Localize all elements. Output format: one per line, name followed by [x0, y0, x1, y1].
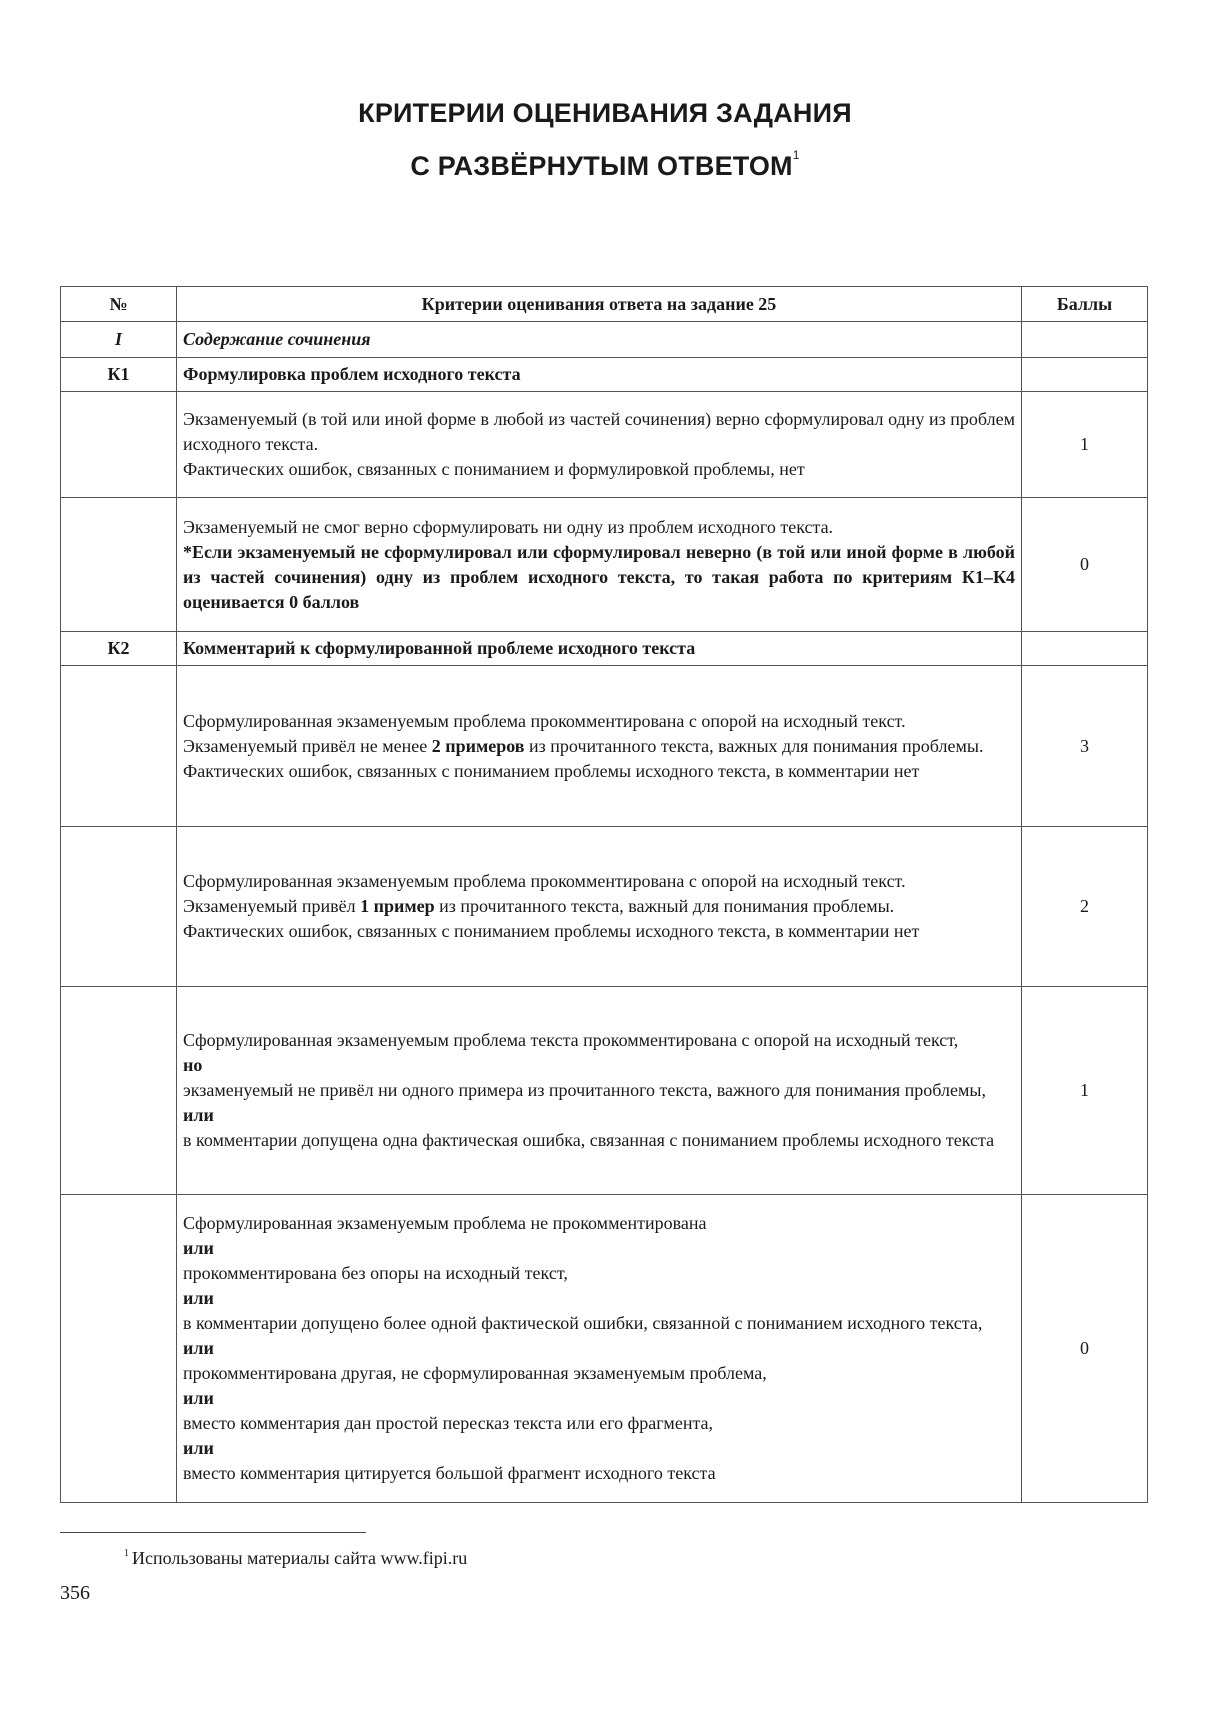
k1-empty-cell — [61, 392, 177, 498]
k2-points — [1022, 632, 1148, 666]
title-line-1: КРИТЕРИИ ОЦЕНИВАНИЯ ЗАДАНИЯ — [358, 98, 852, 128]
k2-score-2-line1: Сформулированная экзаменуемым проблема прокомментирована с опорой на исходный текст. — [183, 871, 906, 891]
k1-score-1-text2: Фактических ошибок, связанных с пониманием и формулировкой проблемы, нет — [183, 459, 805, 479]
k1-row — [61, 358, 1148, 392]
k2-score-1-but: но — [183, 1055, 203, 1075]
k2-score-1-points: 1 — [1022, 987, 1148, 1195]
header-num: № — [61, 287, 177, 322]
k2-score-0-or-4: или — [183, 1388, 214, 1408]
k2-score-1-line3: в комментарии допущена одна фактическая ошибка, связанная с пониманием проблемы исходного текста — [183, 1130, 995, 1150]
table-header-row — [61, 287, 1148, 322]
k1-row-score-0 — [61, 498, 1148, 632]
k2-row-score-2 — [61, 827, 1148, 987]
k2-score-1-line2: экзаменуемый не привёл ни одного примера из прочитанного текста, важного для понимания проблемы, — [183, 1080, 986, 1100]
k2-empty-cell-1 — [61, 666, 177, 827]
k2-row-score-3 — [61, 666, 1148, 827]
k1-score-0-text1: Экзаменуемый не смог верно сформулировать ни одну из проблем исходного текста. — [183, 516, 834, 537]
page-number: 356 — [60, 1582, 90, 1604]
title-line-2-text: С РАЗВЁРНУТЫМ ОТВЕТОМ — [410, 151, 793, 181]
k2-score-0-line1: Сформулированная экзаменуемым проблема не прокомментирована — [183, 1213, 707, 1233]
k2-score-2-line3: Фактических ошибок, связанных с пониманием проблемы исходного текста, в комментарии нет — [183, 921, 920, 941]
k2-score-2-desc — [177, 827, 1022, 987]
k2-title: Комментарий к сформулированной проблеме исходного текста — [177, 632, 1022, 666]
section-num: I — [61, 322, 177, 358]
section-label: Содержание сочинения — [177, 322, 1022, 358]
k2-score-2-example: 1 пример — [360, 896, 435, 916]
page-title — [0, 92, 1210, 187]
k1-empty-cell-2 — [61, 498, 177, 632]
k1-score-1-points: 1 — [1022, 392, 1148, 498]
k2-score-3-line2a: Экзаменуемый привёл не менее — [183, 735, 432, 756]
criteria-table — [60, 286, 1148, 1503]
k2-score-3-line2 — [183, 734, 1015, 759]
k1-score-0-desc — [177, 498, 1022, 632]
k2-score-2-line2 — [183, 894, 1015, 919]
k2-score-0-line4: прокомментирована другая, не сформулированная экзаменуемым проблема, — [183, 1363, 767, 1383]
k2-score-0-line3: в комментарии допущено более одной фактической ошибки, связанной с пониманием исходного текста, — [183, 1313, 983, 1333]
k1-score-1-text1: Экзаменуемый (в той или иной форме в любой из частей сочинения) верно сформулировал одну из проблем исходного текста. — [183, 409, 1015, 454]
section-points — [1022, 322, 1148, 358]
k2-score-0-points: 0 — [1022, 1195, 1148, 1503]
k2-score-0-line2: прокомментирована без опоры на исходный текст, — [183, 1263, 568, 1283]
k2-empty-cell-2 — [61, 827, 177, 987]
k1-score-1-desc — [177, 392, 1022, 498]
k1-row-score-1 — [61, 392, 1148, 498]
footnote-mark: 1 — [124, 1548, 129, 1559]
header-points: Баллы — [1022, 287, 1148, 322]
k2-score-0-line6: вместо комментария цитируется большой фрагмент исходного текста — [183, 1463, 716, 1483]
footnote-divider — [60, 1532, 366, 1533]
k2-code: К2 — [61, 632, 177, 666]
k2-empty-cell-3 — [61, 987, 177, 1195]
k1-title: Формулировка проблем исходного текста — [177, 358, 1022, 392]
k2-score-0-or-2: или — [183, 1288, 214, 1308]
k2-score-0-desc — [177, 1195, 1022, 1503]
k2-score-3-points: 3 — [1022, 666, 1148, 827]
footnote — [124, 1548, 467, 1569]
k2-score-3-desc — [177, 666, 1022, 827]
k2-row — [61, 632, 1148, 666]
section-row — [61, 322, 1148, 358]
k2-score-3-examples: 2 примеров — [431, 735, 525, 756]
k1-code: К1 — [61, 358, 177, 392]
k2-row-score-1 — [61, 987, 1148, 1195]
k2-score-1-or: или — [183, 1105, 214, 1125]
k2-score-0-line5: вместо комментария дан простой пересказ текста или его фрагмента, — [183, 1413, 714, 1433]
k2-score-1-line1: Сформулированная экзаменуемым проблема текста прокомментирована с опорой на исходный текст, — [183, 1030, 959, 1050]
k2-score-2-line2c: из прочитанного текста, важный для понимания проблемы. — [434, 896, 895, 916]
footnote-text: Использованы материалы сайта www.fipi.ru — [132, 1548, 468, 1568]
k1-score-0-note: *Если экзаменуемый не сформулировал или сформулировал неверно (в той или иной форме в любой из частей сочинения) одну из проблем исходного текста, то такая работа по критериям К1–К4 оценивается 0 баллов — [183, 541, 1015, 612]
k2-score-0-or-5: или — [183, 1438, 214, 1458]
k2-score-0-or-3: или — [183, 1338, 214, 1358]
k2-score-3-line3: Фактических ошибок, связанных с пониманием проблемы исходного текста, в комментарии нет — [183, 760, 920, 781]
k1-points — [1022, 358, 1148, 392]
k2-empty-cell-4 — [61, 1195, 177, 1503]
k2-score-2-points: 2 — [1022, 827, 1148, 987]
title-line-2 — [0, 134, 1210, 187]
header-criteria: Критерии оценивания ответа на задание 25 — [177, 287, 1022, 322]
k2-score-1-desc — [177, 987, 1022, 1195]
title-footnote-mark: 1 — [792, 148, 800, 162]
k2-score-3-line2c: из прочитанного текста, важных для понимания проблемы. — [524, 735, 984, 756]
k1-score-0-points: 0 — [1022, 498, 1148, 632]
k2-score-2-line2a: Экзаменуемый привёл — [183, 896, 361, 916]
k2-score-3-line1: Сформулированная экзаменуемым проблема прокомментирована с опорой на исходный текст. — [183, 710, 906, 731]
k2-score-0-or-1: или — [183, 1238, 214, 1258]
k2-row-score-0 — [61, 1195, 1148, 1503]
